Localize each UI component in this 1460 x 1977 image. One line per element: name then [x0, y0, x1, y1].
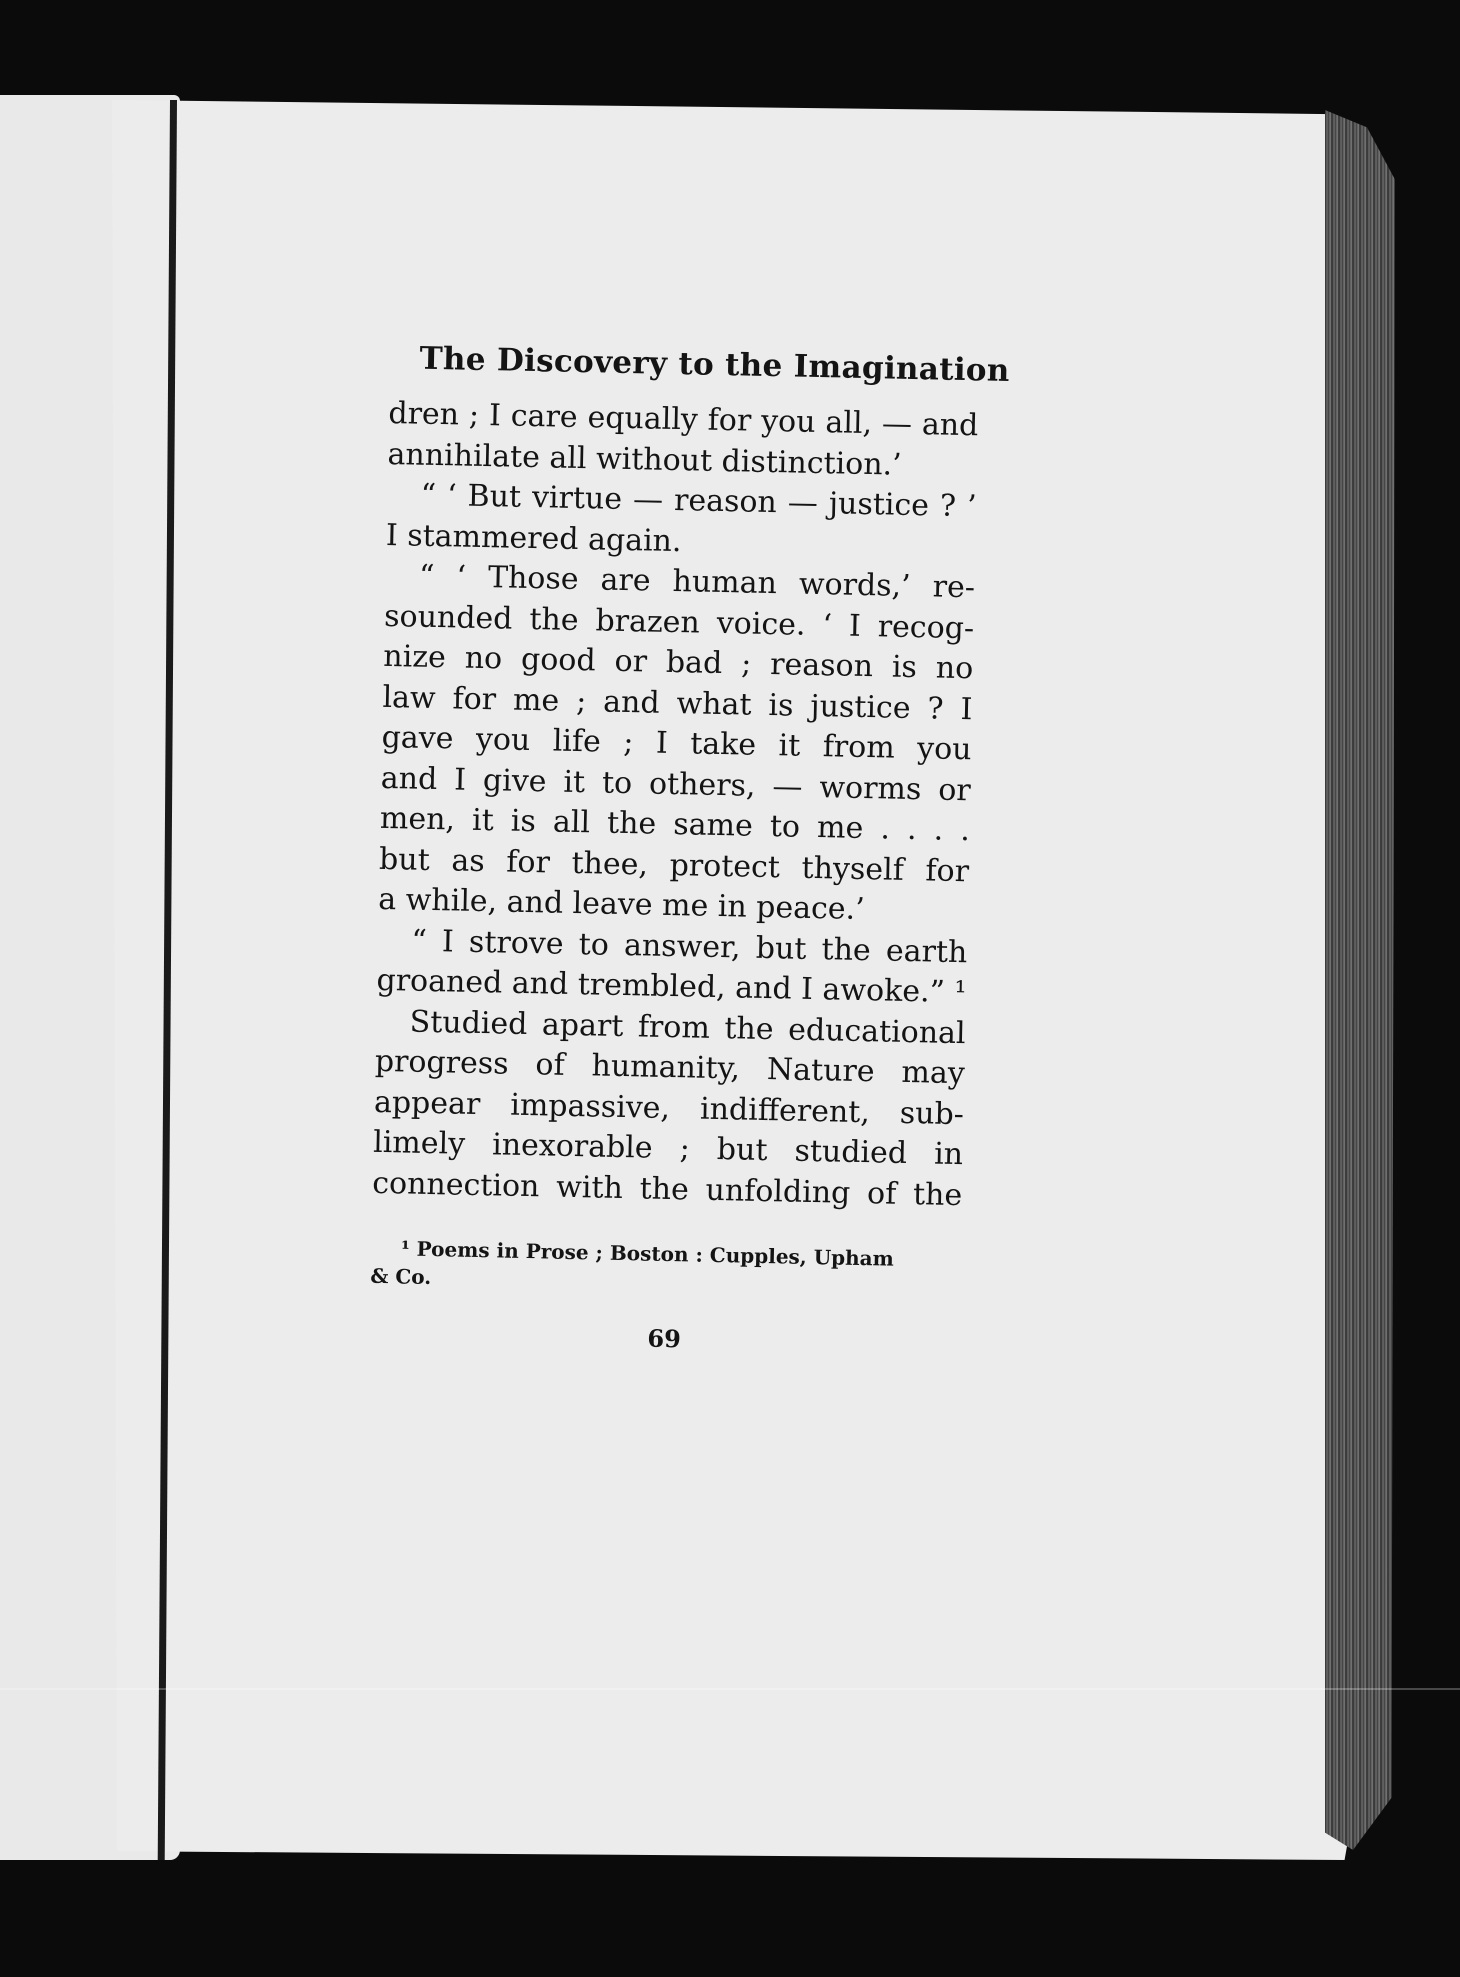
text-line: men, it is all the same to me . . . . [379, 800, 971, 849]
page-edges [1325, 110, 1395, 1850]
body-text [372, 394, 979, 1216]
text-line: I stammered again. [385, 517, 682, 559]
text-line: a while, and leave me in peace.’ [377, 881, 866, 928]
text-line: progress of humanity, Nature may [374, 1043, 966, 1092]
text-line: and I give it to others, — worms or [380, 760, 972, 808]
text-line: “ ‘ Those are human words,’ re- [418, 558, 976, 606]
text-line: annihilate all without distinction.’ [387, 436, 903, 483]
text-line: sounded the brazen voice. ‘ I recog- [383, 598, 975, 646]
text-line: limely inexorable ; but studied in [372, 1124, 964, 1173]
text-line: but as for thee, protect thyself for [378, 841, 970, 889]
scan-streak [0, 1688, 1460, 1690]
text-line: law for me ; and what is justice ? I [382, 679, 973, 727]
text-line: “ I strove to answer, but the earth [411, 923, 968, 970]
footnote-line: ¹ Poems in Prose ; Boston : Cupples, Upham [400, 1236, 895, 1271]
running-head: The Discovery to the Imagination [419, 340, 1011, 389]
footnote-line: & Co. [370, 1263, 432, 1290]
footnote [370, 1234, 961, 1302]
text-line: “ ‘ But virtue — reason — justice ? ’ [420, 477, 978, 525]
text-line: groaned and trembled, and I awoke.” ¹ [376, 962, 967, 1011]
page-number: 69 [647, 1323, 682, 1354]
text-line: gave you life ; I take it from you [381, 719, 972, 768]
text-line: dren ; I care equally for you all, — and [388, 395, 979, 444]
text-block [369, 340, 1011, 1359]
text-line: nize no good or bad ; reason is no [383, 638, 974, 687]
text-line: connection with the unfolding of the [371, 1165, 963, 1213]
text-line: appear impassive, indifferent, sub- [373, 1084, 965, 1132]
text-line: Studied apart from the educational [409, 1004, 966, 1051]
